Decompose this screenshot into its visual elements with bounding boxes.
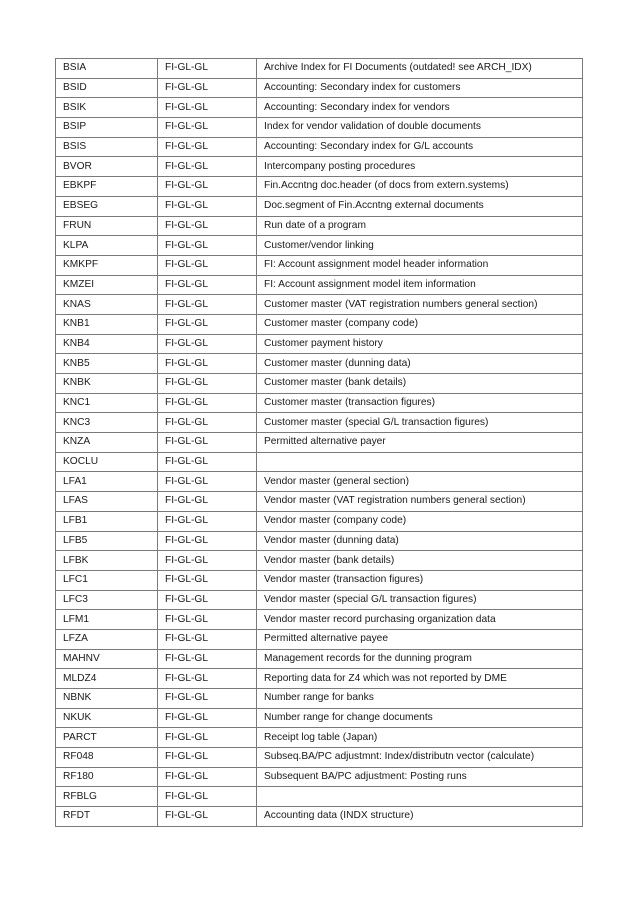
table-row bbox=[56, 433, 583, 453]
description-cell: Receipt log table (Japan) bbox=[257, 728, 583, 748]
table-row bbox=[56, 255, 583, 275]
component-cell: FI-GL-GL bbox=[158, 177, 257, 197]
component-cell: FI-GL-GL bbox=[158, 748, 257, 768]
table-row bbox=[56, 137, 583, 157]
table-body bbox=[56, 59, 583, 827]
table-name-cell: LFBK bbox=[56, 551, 158, 571]
description-cell: Vendor master record purchasing organization data bbox=[257, 610, 583, 630]
table-name-cell: NBNK bbox=[56, 689, 158, 709]
component-cell: FI-GL-GL bbox=[158, 433, 257, 453]
table-row bbox=[56, 413, 583, 433]
table-name-cell: KLPA bbox=[56, 236, 158, 256]
table-name-cell: PARCT bbox=[56, 728, 158, 748]
table-row bbox=[56, 177, 583, 197]
component-cell: FI-GL-GL bbox=[158, 629, 257, 649]
description-cell: Customer master (VAT registration numbers general section) bbox=[257, 295, 583, 315]
table-name-cell: LFC3 bbox=[56, 590, 158, 610]
table-name-cell: KNB5 bbox=[56, 354, 158, 374]
component-cell: FI-GL-GL bbox=[158, 531, 257, 551]
component-cell: FI-GL-GL bbox=[158, 649, 257, 669]
description-cell: FI: Account assignment model header information bbox=[257, 255, 583, 275]
component-cell: FI-GL-GL bbox=[158, 275, 257, 295]
component-cell: FI-GL-GL bbox=[158, 374, 257, 394]
description-cell: Subseq.BA/PC adjustmnt: Index/distributn vector (calculate) bbox=[257, 748, 583, 768]
table-row bbox=[56, 393, 583, 413]
description-cell: Accounting: Secondary index for customers bbox=[257, 78, 583, 98]
component-cell: FI-GL-GL bbox=[158, 118, 257, 138]
table-row bbox=[56, 767, 583, 787]
component-cell: FI-GL-GL bbox=[158, 413, 257, 433]
table-row bbox=[56, 531, 583, 551]
component-cell: FI-GL-GL bbox=[158, 807, 257, 827]
table-name-cell: KMZEI bbox=[56, 275, 158, 295]
table-row bbox=[56, 649, 583, 669]
description-cell: Vendor master (special G/L transaction figures) bbox=[257, 590, 583, 610]
component-cell: FI-GL-GL bbox=[158, 137, 257, 157]
description-cell: Customer master (special G/L transaction figures) bbox=[257, 413, 583, 433]
table-name-cell: LFZA bbox=[56, 629, 158, 649]
table-row bbox=[56, 59, 583, 79]
component-cell: FI-GL-GL bbox=[158, 314, 257, 334]
description-cell: Reporting data for Z4 which was not reported by DME bbox=[257, 669, 583, 689]
table-name-cell: RFBLG bbox=[56, 787, 158, 807]
description-cell: Customer payment history bbox=[257, 334, 583, 354]
table-row bbox=[56, 748, 583, 768]
description-cell: Run date of a program bbox=[257, 216, 583, 236]
table-name-cell: BSIS bbox=[56, 137, 158, 157]
table-row bbox=[56, 551, 583, 571]
table-row bbox=[56, 98, 583, 118]
component-cell: FI-GL-GL bbox=[158, 472, 257, 492]
table-name-cell: BSIA bbox=[56, 59, 158, 79]
table-row bbox=[56, 118, 583, 138]
component-cell: FI-GL-GL bbox=[158, 551, 257, 571]
description-cell: Permitted alternative payer bbox=[257, 433, 583, 453]
description-cell: Permitted alternative payee bbox=[257, 629, 583, 649]
component-cell: FI-GL-GL bbox=[158, 59, 257, 79]
component-cell: FI-GL-GL bbox=[158, 255, 257, 275]
description-cell: Intercompany posting procedures bbox=[257, 157, 583, 177]
table-name-cell: LFM1 bbox=[56, 610, 158, 630]
table-row bbox=[56, 334, 583, 354]
table-name-cell: KNBK bbox=[56, 374, 158, 394]
table-name-cell: KNZA bbox=[56, 433, 158, 453]
table-name-cell: EBSEG bbox=[56, 196, 158, 216]
table-name-cell: BSIP bbox=[56, 118, 158, 138]
component-cell: FI-GL-GL bbox=[158, 157, 257, 177]
description-cell: Vendor master (transaction figures) bbox=[257, 570, 583, 590]
component-cell: FI-GL-GL bbox=[158, 689, 257, 709]
component-cell: FI-GL-GL bbox=[158, 334, 257, 354]
description-cell: Customer/vendor linking bbox=[257, 236, 583, 256]
component-cell: FI-GL-GL bbox=[158, 393, 257, 413]
table-row bbox=[56, 196, 583, 216]
component-cell: FI-GL-GL bbox=[158, 590, 257, 610]
description-cell: Customer master (transaction figures) bbox=[257, 393, 583, 413]
table-row bbox=[56, 511, 583, 531]
table-name-cell: KNB4 bbox=[56, 334, 158, 354]
table-name-cell: FRUN bbox=[56, 216, 158, 236]
table-name-cell: BSID bbox=[56, 78, 158, 98]
description-cell bbox=[257, 452, 583, 472]
component-cell: FI-GL-GL bbox=[158, 767, 257, 787]
table-name-cell: KNC1 bbox=[56, 393, 158, 413]
table-row bbox=[56, 236, 583, 256]
table-row bbox=[56, 354, 583, 374]
table-name-cell: KOCLU bbox=[56, 452, 158, 472]
table-row bbox=[56, 275, 583, 295]
component-cell: FI-GL-GL bbox=[158, 669, 257, 689]
table-name-cell: KNB1 bbox=[56, 314, 158, 334]
table-name-cell: RF048 bbox=[56, 748, 158, 768]
component-cell: FI-GL-GL bbox=[158, 492, 257, 512]
table-row bbox=[56, 374, 583, 394]
description-cell: Accounting: Secondary index for G/L accounts bbox=[257, 137, 583, 157]
description-cell: FI: Account assignment model item information bbox=[257, 275, 583, 295]
table-name-cell: KNC3 bbox=[56, 413, 158, 433]
component-cell: FI-GL-GL bbox=[158, 196, 257, 216]
table-name-cell: BSIK bbox=[56, 98, 158, 118]
description-cell: Accounting data (INDX structure) bbox=[257, 807, 583, 827]
table-row bbox=[56, 669, 583, 689]
component-cell: FI-GL-GL bbox=[158, 216, 257, 236]
component-cell: FI-GL-GL bbox=[158, 511, 257, 531]
table-name-cell: LFA1 bbox=[56, 472, 158, 492]
sap-table-list bbox=[55, 58, 583, 827]
description-cell: Archive Index for FI Documents (outdated! see ARCH_IDX) bbox=[257, 59, 583, 79]
table-row bbox=[56, 708, 583, 728]
table-name-cell: EBKPF bbox=[56, 177, 158, 197]
description-cell: Doc.segment of Fin.Accntng external documents bbox=[257, 196, 583, 216]
table-row bbox=[56, 472, 583, 492]
description-cell: Subsequent BA/PC adjustment: Posting runs bbox=[257, 767, 583, 787]
table-row bbox=[56, 492, 583, 512]
component-cell: FI-GL-GL bbox=[158, 236, 257, 256]
description-cell: Vendor master (VAT registration numbers general section) bbox=[257, 492, 583, 512]
table-name-cell: KNAS bbox=[56, 295, 158, 315]
table-name-cell: NKUK bbox=[56, 708, 158, 728]
table-name-cell: MLDZ4 bbox=[56, 669, 158, 689]
component-cell: FI-GL-GL bbox=[158, 98, 257, 118]
description-cell: Number range for banks bbox=[257, 689, 583, 709]
description-cell: Vendor master (dunning data) bbox=[257, 531, 583, 551]
description-cell: Customer master (dunning data) bbox=[257, 354, 583, 374]
table-row bbox=[56, 452, 583, 472]
component-cell: FI-GL-GL bbox=[158, 787, 257, 807]
description-cell: Vendor master (general section) bbox=[257, 472, 583, 492]
component-cell: FI-GL-GL bbox=[158, 452, 257, 472]
table-name-cell: LFB1 bbox=[56, 511, 158, 531]
component-cell: FI-GL-GL bbox=[158, 708, 257, 728]
table-name-cell: RFDT bbox=[56, 807, 158, 827]
table-row bbox=[56, 787, 583, 807]
table-row bbox=[56, 295, 583, 315]
table-row bbox=[56, 807, 583, 827]
table-row bbox=[56, 78, 583, 98]
component-cell: FI-GL-GL bbox=[158, 295, 257, 315]
component-cell: FI-GL-GL bbox=[158, 78, 257, 98]
table-row bbox=[56, 610, 583, 630]
description-cell: Index for vendor validation of double documents bbox=[257, 118, 583, 138]
table-row bbox=[56, 629, 583, 649]
description-cell: Vendor master (company code) bbox=[257, 511, 583, 531]
description-cell: Customer master (bank details) bbox=[257, 374, 583, 394]
table-name-cell: RF180 bbox=[56, 767, 158, 787]
table-name-cell: BVOR bbox=[56, 157, 158, 177]
table-row bbox=[56, 216, 583, 236]
table-name-cell: LFAS bbox=[56, 492, 158, 512]
description-cell: Number range for change documents bbox=[257, 708, 583, 728]
description-cell: Vendor master (bank details) bbox=[257, 551, 583, 571]
component-cell: FI-GL-GL bbox=[158, 354, 257, 374]
table-row bbox=[56, 314, 583, 334]
description-cell: Accounting: Secondary index for vendors bbox=[257, 98, 583, 118]
table-row bbox=[56, 590, 583, 610]
table-row bbox=[56, 570, 583, 590]
table-name-cell: LFB5 bbox=[56, 531, 158, 551]
table-name-cell: LFC1 bbox=[56, 570, 158, 590]
component-cell: FI-GL-GL bbox=[158, 570, 257, 590]
table-row bbox=[56, 728, 583, 748]
description-cell: Fin.Accntng doc.header (of docs from extern.systems) bbox=[257, 177, 583, 197]
description-cell: Customer master (company code) bbox=[257, 314, 583, 334]
table-row bbox=[56, 157, 583, 177]
table-name-cell: KMKPF bbox=[56, 255, 158, 275]
table-name-cell: MAHNV bbox=[56, 649, 158, 669]
table-row bbox=[56, 689, 583, 709]
component-cell: FI-GL-GL bbox=[158, 728, 257, 748]
description-cell: Management records for the dunning program bbox=[257, 649, 583, 669]
component-cell: FI-GL-GL bbox=[158, 610, 257, 630]
description-cell bbox=[257, 787, 583, 807]
